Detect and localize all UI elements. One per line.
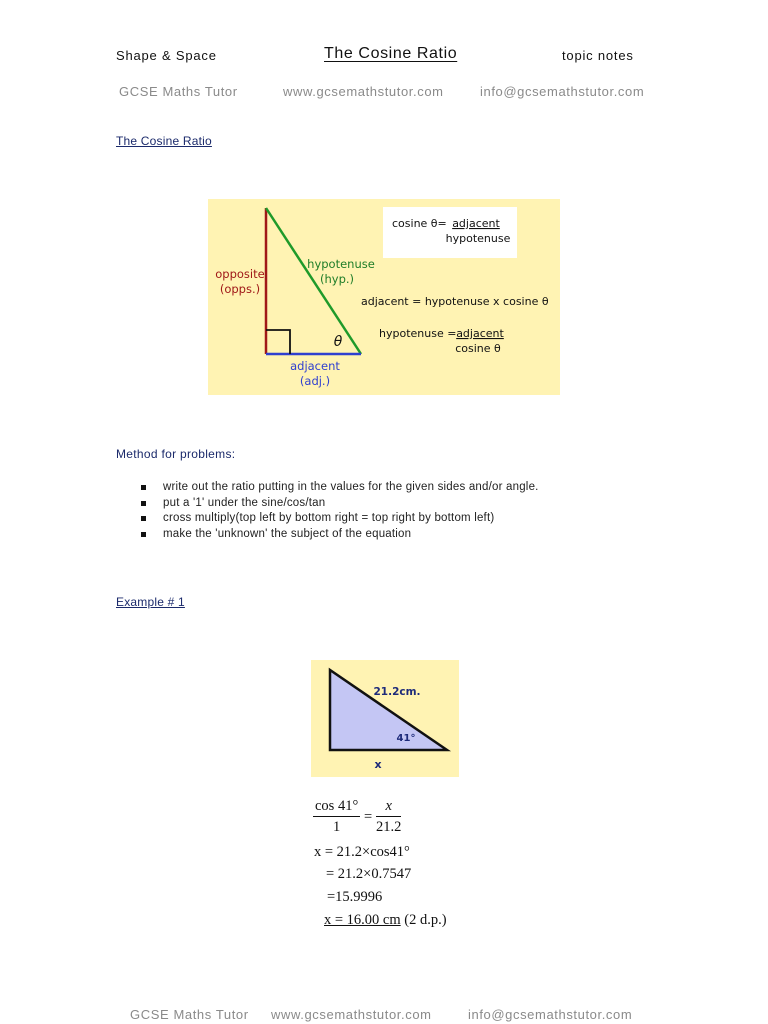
hypotenuse-abbr: (hyp.) — [319, 272, 355, 286]
example-triangle-diagram — [311, 660, 459, 777]
cosine-ratio-diagram — [208, 199, 560, 395]
answer-value: x = 16.00 cm — [324, 912, 401, 928]
opposite-label: opposite — [215, 267, 265, 281]
page-title: The Cosine Ratio — [324, 45, 458, 62]
method-label: Method for problems: — [116, 447, 236, 461]
subheader-website: www.gcsemathstutor.com — [283, 84, 444, 99]
adjacent-label: adjacent — [290, 359, 340, 373]
theta-label: θ — [333, 334, 343, 350]
method-steps-list — [138, 480, 539, 542]
formula3-denominator: cosine θ — [455, 342, 501, 355]
unknown-side-label: x — [374, 758, 382, 771]
working-fraction-right — [376, 798, 401, 836]
formula3-left: hypotenuse = — [379, 327, 457, 340]
fraction-denominator: 21.2 — [376, 819, 402, 835]
example-triangle-svg — [311, 660, 459, 777]
formula1-denominator: hypotenuse — [445, 232, 511, 245]
formula3-numerator: adjacent — [456, 327, 504, 340]
method-step: make the 'unknown' the subject of the equation — [138, 527, 539, 543]
adjacent-abbr: (adj.) — [299, 374, 331, 388]
fraction-numerator: x — [376, 798, 401, 817]
right-angle-marker — [266, 330, 290, 354]
opposite-abbr: (opps.) — [219, 282, 261, 296]
hypotenuse-label: hypotenuse — [307, 257, 375, 271]
angle-label: 41° — [396, 733, 416, 744]
subheader-email: info@gcsemathstutor.com — [480, 84, 645, 99]
header-topic: Shape & Space — [116, 48, 217, 63]
answer-note: (2 d.p.) — [404, 912, 447, 928]
section-title: The Cosine Ratio — [116, 134, 212, 148]
example-title: Example # 1 — [116, 595, 185, 609]
method-step: cross multiply(top left by bottom right = top right by bottom left) — [138, 511, 539, 527]
subheader-name: GCSE Maths Tutor — [119, 84, 238, 99]
cosine-ratio-svg — [208, 199, 560, 395]
formula1-numerator: adjacent — [452, 217, 500, 230]
fraction-denominator: 1 — [333, 819, 341, 835]
formula2: adjacent = hypotenuse x cosine θ — [361, 295, 549, 308]
footer-website: www.gcsemathstutor.com — [271, 1007, 432, 1022]
working-line-3: =15.9996 — [327, 889, 383, 905]
method-step: put a '1' under the sine/cos/tan — [138, 496, 539, 512]
hypotenuse-length-label: 21.2cm. — [373, 686, 421, 698]
working-fraction-left — [313, 798, 360, 836]
working-line-1: x = 21.2×cos41° — [314, 844, 410, 860]
working-line-2: = 21.2×0.7547 — [326, 866, 412, 882]
working-equals: = — [364, 809, 373, 825]
footer-email: info@gcsemathstutor.com — [468, 1007, 633, 1022]
formula1-left: cosine θ= — [392, 217, 447, 230]
footer-name: GCSE Maths Tutor — [130, 1007, 249, 1022]
fraction-numerator: cos 41° — [313, 798, 360, 817]
header-doc-type: topic notes — [562, 48, 634, 63]
working-answer — [324, 912, 447, 929]
example-triangle — [330, 670, 447, 750]
method-step: write out the ratio putting in the values for the given sides and/or angle. — [138, 480, 539, 496]
